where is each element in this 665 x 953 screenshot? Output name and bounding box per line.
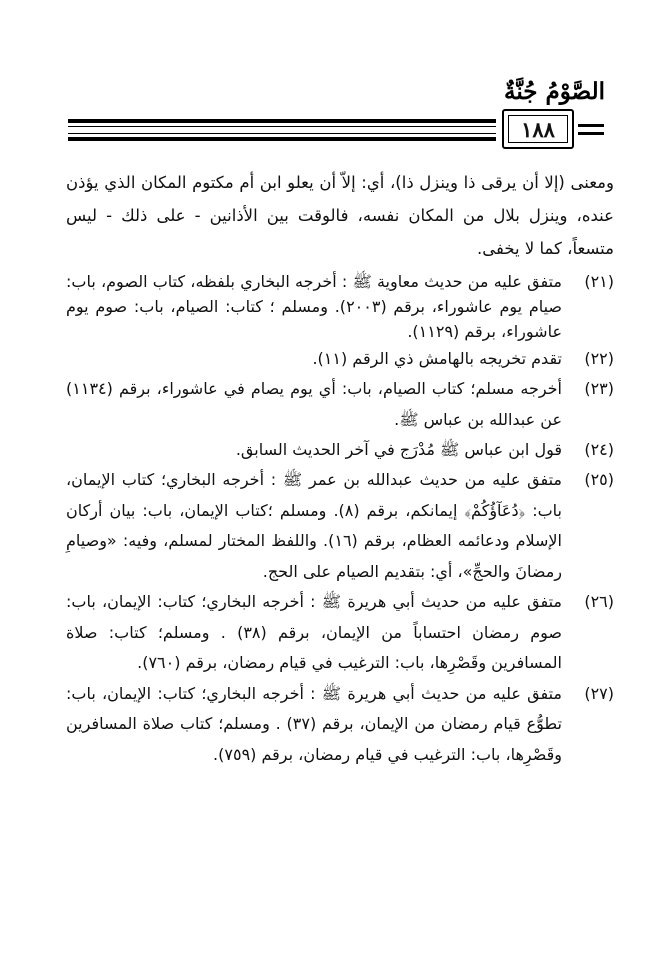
- footnote-23: [66, 374, 614, 435]
- footnote-text: متفق عليه من حديث عبدالله بن عمر ﷺ : أخرجه البخاري؛ كتاب الإيمان، باب: ﴿دُعَآؤُكُمْ﴾ إيمانكم، برقم (٨). ومسلم ؛كتاب الإيمان، باب: بيان أركان الإسلام ودعائمه العظام، برقم (١٦). واللفظ المختار لمسلم، وفيه: «وصيامِ رمضانَ والحجِّ»، أي: بتقديم الصيام على الحج.: [66, 470, 562, 581]
- page-number-frame: [502, 109, 574, 149]
- footnote-text: تقدم تخريجه بالهامش ذي الرقم (١١).: [312, 349, 562, 368]
- footnote-22: [66, 344, 614, 374]
- footnote-text: متفق عليه من حديث معاوية ﷺ : أخرجه البخاري بلفظه، كتاب الصوم، باب: صيام يوم عاشوراء، برقم (٢٠٠٣). ومسلم ؛ كتاب: الصيام، باب: صوم يوم عاشوراء، برقم (١١٢٩).: [66, 272, 563, 341]
- footnote-number: (٢٧): [584, 683, 614, 703]
- page-body: [66, 166, 614, 770]
- footnote-text: متفق عليه من حديث أبي هريرة ﷺ : أخرجه البخاري؛ كتاب: الإيمان، باب: تطوُّع قيام رمضان من الإيمان، برقم (٣٧) . ومسلم؛ كتاب صلاة المسافرين وقَصْرِها، باب: الترغيب في قيام رمضان، برقم (٧٥٩).: [66, 683, 562, 764]
- header-rule-right-top: [578, 124, 604, 127]
- footnote-27: [66, 679, 614, 771]
- header-rule-thick-bottom: [68, 137, 496, 141]
- footnote-number: (٢٥): [584, 470, 614, 489]
- header-rule-thin-bottom: [68, 133, 496, 134]
- running-title: الصَّوْمُ جُنَّةٌ: [504, 78, 605, 105]
- footnote-text: أخرجه مسلم؛ كتاب الصيام، باب: أي يوم يصام في عاشوراء، برقم (١١٣٤) عن عبدالله بن عباس ﷺ.: [66, 379, 562, 429]
- footnote-number: (٢٦): [584, 592, 614, 611]
- footnote-25: [66, 465, 614, 587]
- header-rule-thick-top: [68, 119, 496, 123]
- footnote-number: (٢٤): [584, 440, 614, 459]
- footnote-text: قول ابن عباس ﷺ مُدْرَج في آخر الحديث السابق.: [235, 440, 562, 459]
- footnote-24: [66, 435, 614, 465]
- page-number: ١٨٨: [521, 116, 555, 142]
- footnote-number: (٢١): [584, 272, 614, 291]
- footnote-number: (٢٣): [584, 379, 614, 398]
- intro-paragraph: ومعنى (إلا أن يرقى ذا وينزل ذا)، أي: إلاّ أن يعلو ابن أم مكتوم المكان الذي يؤذن عنده، وينزل بلال من المكان نفسه، فالوقت بين الأذانين - على ذلك - ليس متسعاً، كما لا يخفى.: [66, 173, 614, 258]
- header-rule-thin-top: [68, 126, 496, 127]
- header-rule-right-bottom: [578, 132, 604, 135]
- footnote-26: [66, 587, 614, 679]
- footnote-21: [66, 269, 614, 344]
- footnote-number: (٢٢): [584, 349, 614, 368]
- footnote-text: متفق عليه من حديث أبي هريرة ﷺ : أخرجه البخاري؛ كتاب: الإيمان، باب: صوم رمضان احتساباً من الإيمان، برقم (٣٨) . ومسلم؛ كتاب: صلاة المسافرين وقَصْرِها، باب: الترغيب في قيام رمضان، برقم (٧٦٠).: [66, 592, 563, 672]
